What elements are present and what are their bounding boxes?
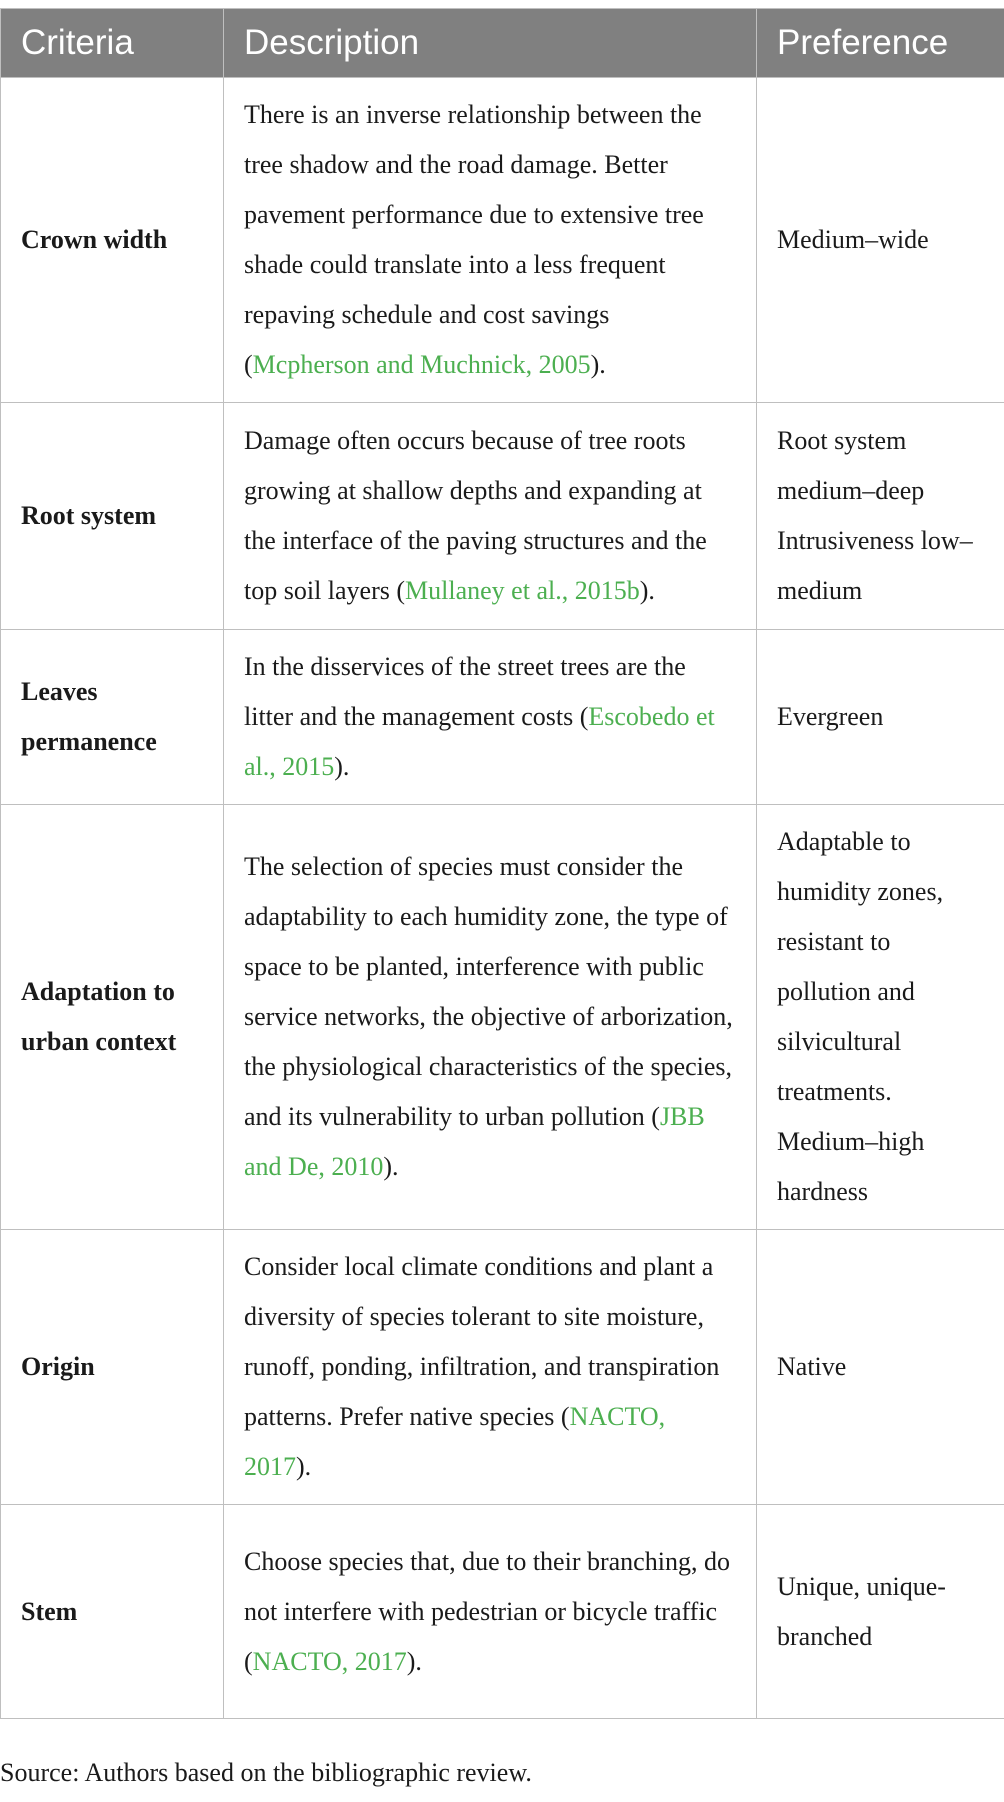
table-row (1, 630, 1004, 805)
citation-link[interactable]: Mcpherson and Muchnick, 2005 (252, 350, 591, 379)
preference-cell: Native (757, 1230, 1004, 1505)
description-text: In the disservices of the street trees are the litter and the management costs ( (244, 652, 686, 731)
criteria-cell: Stem (1, 1505, 224, 1719)
criteria-cell: Root system (1, 403, 224, 630)
description-end: ). (334, 752, 350, 781)
preference-cell: Adaptable to humidity zones, resistant to pollution and silvicultural treatments. Medium–high hardness (757, 805, 1004, 1230)
description-text: There is an inverse relationship between the tree shadow and the road damage. Better pavement performance due to extensive tree shade could translate into a less frequent repaving schedule and cost savings ( (244, 100, 704, 379)
citation-link[interactable]: NACTO, 2017 (244, 1402, 666, 1481)
source-note: Source: Authors based on the bibliographic review. (0, 1758, 532, 1787)
citation-link[interactable]: JBB and De, 2010 (244, 1102, 705, 1181)
citation-link[interactable]: Mullaney et al., 2015b (405, 576, 640, 605)
table-row (1, 78, 1004, 403)
description-cell (224, 403, 757, 630)
description-end: ). (406, 1646, 422, 1676)
criteria-cell: Origin (1, 1230, 224, 1505)
description-cell (224, 78, 757, 403)
table-row (1, 1505, 1004, 1719)
description-end: ). (296, 1452, 312, 1481)
description-cell (224, 1505, 757, 1719)
header-description: Description (224, 9, 757, 78)
table-row (1, 805, 1004, 1230)
description-end: ). (639, 576, 655, 605)
table-header-row (1, 9, 1004, 78)
description-cell (224, 630, 757, 805)
criteria-cell: Adaptation to urban context (1, 805, 224, 1230)
description-end: ). (590, 350, 606, 379)
header-criteria: Criteria (1, 9, 224, 78)
preference-cell: Unique, unique-branched (757, 1505, 1004, 1719)
table-row (1, 403, 1004, 630)
criteria-cell: Crown width (1, 78, 224, 403)
citation-link[interactable]: Escobedo et al., 2015 (244, 702, 715, 781)
description-cell (224, 805, 757, 1230)
preference-cell: Medium–wide (757, 78, 1004, 403)
citation-link[interactable]: NACTO, 2017 (252, 1646, 407, 1676)
header-preference: Preference (757, 9, 1004, 78)
preference-cell: Root system medium–deep Intrusiveness low–medium (757, 403, 1004, 630)
description-end: ). (383, 1152, 399, 1181)
description-cell (224, 1230, 757, 1505)
description-text: Damage often occurs because of tree roots growing at shallow depths and expanding at the interface of the paving structures and the top soil layers ( (244, 426, 707, 605)
table-row (1, 1230, 1004, 1505)
criteria-cell: Leaves permanence (1, 630, 224, 805)
criteria-table (0, 8, 1004, 1719)
preference-cell: Evergreen (757, 630, 1004, 805)
description-text: Choose species that, due to their branching, do not interfere with pedestrian or bicycle traffic ( (244, 1546, 730, 1676)
description-text: The selection of species must consider the adaptability to each humidity zone, the type of space to be planted, interference with public service networks, the objective of arborization, the physiological characteristics of the species, and its vulnerability to urban pollution ( (244, 852, 733, 1131)
description-text: Consider local climate conditions and plant a diversity of species tolerant to site moisture, runoff, ponding, infiltration, and transpiration patterns. Prefer native species ( (244, 1252, 720, 1431)
